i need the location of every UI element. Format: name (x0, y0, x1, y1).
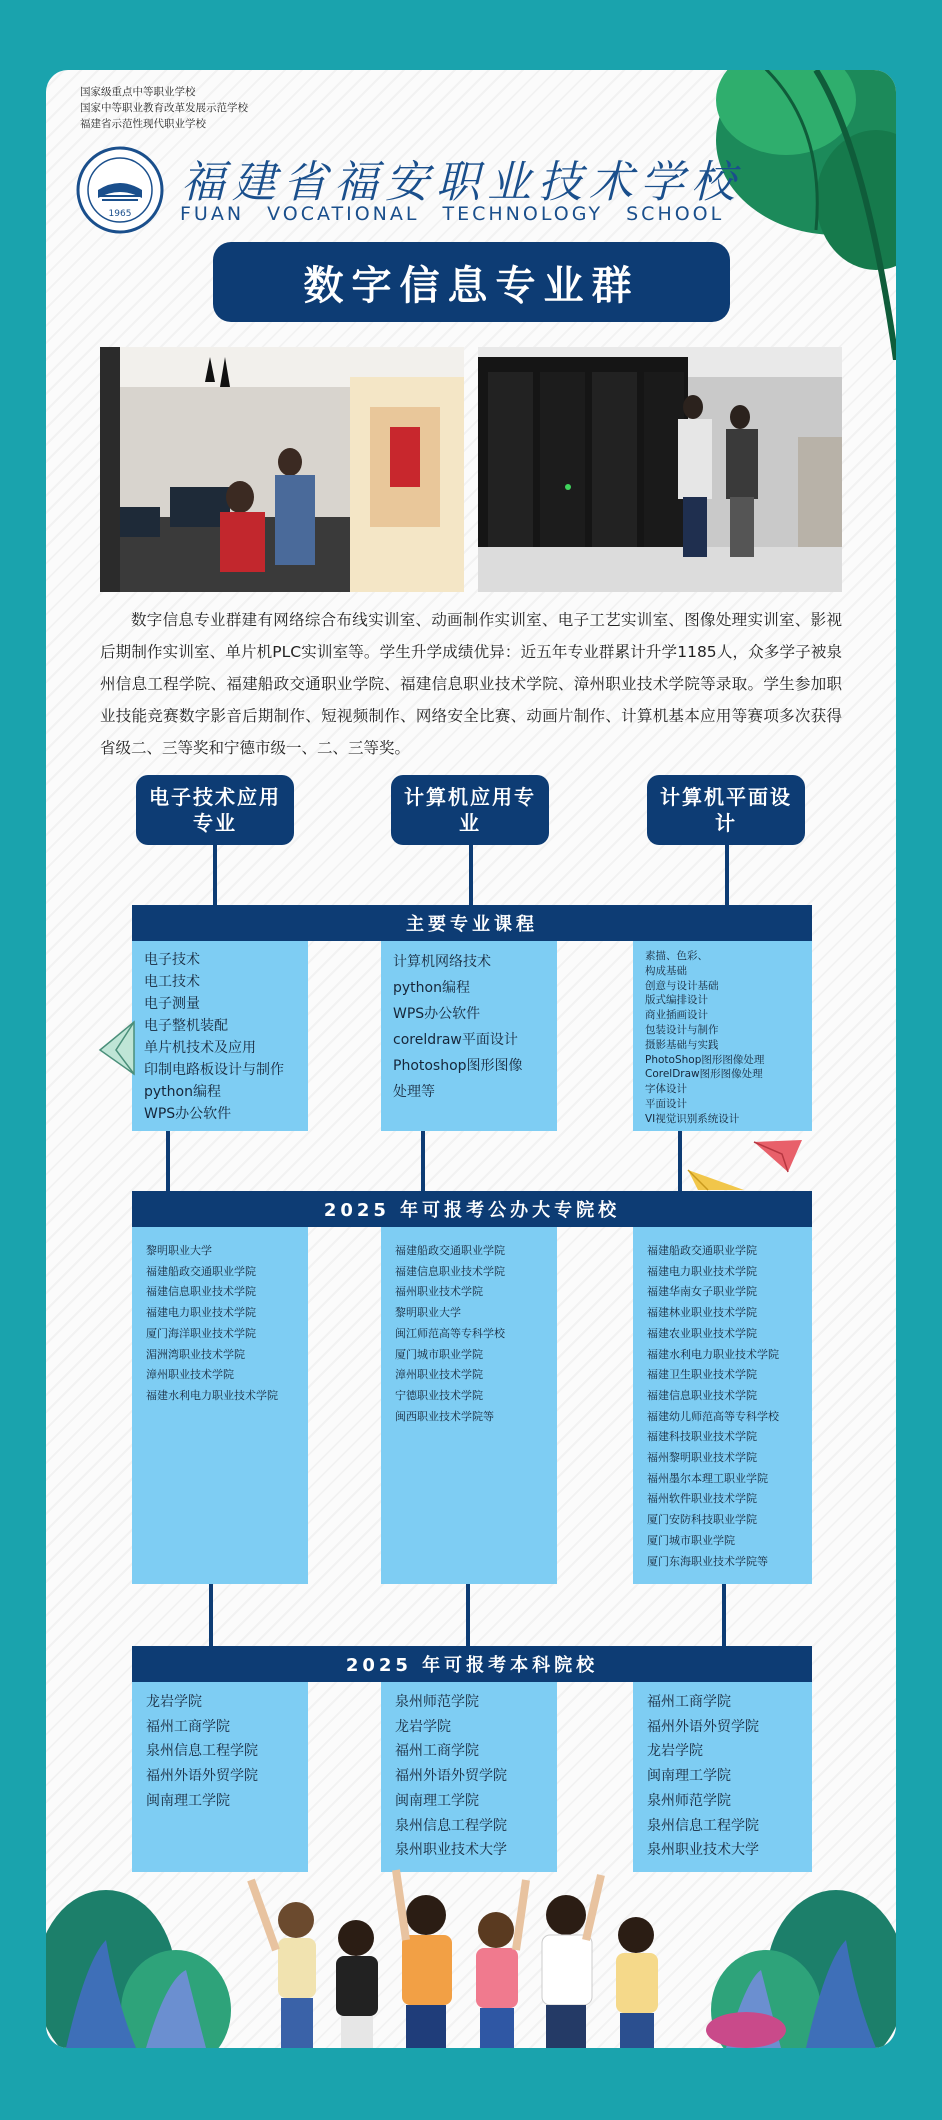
paper-plane-icon (98, 1020, 138, 1076)
college-item: 福建信息职业技术学院 (647, 1388, 757, 1402)
connector-line (209, 1584, 213, 1646)
connector-line (678, 1131, 682, 1191)
university-item: 泉州职业技术大学 (647, 1842, 759, 1859)
connector-line (166, 1131, 170, 1191)
school-honors (80, 84, 248, 132)
server-room-photo (478, 347, 842, 592)
course-item: 印制电路板设计与制作 (144, 1062, 284, 1078)
course-item: VI视觉识别系统设计 (645, 1112, 740, 1125)
course-item: 计算机网络技术 (393, 954, 491, 970)
college-item: 厦门东海职业技术学院等 (647, 1554, 768, 1568)
university-item: 龙岩学院 (395, 1718, 451, 1735)
course-item: python编程 (144, 1084, 221, 1100)
college-item: 福建船政交通职业学院 (395, 1244, 505, 1257)
college-item: 福建林业职业技术学院 (647, 1306, 757, 1320)
university-item: 福州工商学院 (146, 1718, 230, 1735)
university-item: 福州外语外贸学院 (146, 1768, 258, 1785)
college-item: 福建农业职业技术学院 (647, 1326, 757, 1340)
school-logo-icon (76, 146, 164, 234)
training-room-photo (100, 347, 464, 592)
college-item: 厦门安防科技职业学院 (647, 1513, 757, 1527)
college-item: 漳州职业技术学院 (146, 1368, 234, 1382)
college-item: 福建船政交通职业学院 (647, 1244, 757, 1257)
major-computer: 计算机应用专业 (391, 775, 549, 845)
college-item: 闽江师范高等专科学校 (395, 1326, 505, 1340)
college-item: 福建电力职业技术学院 (146, 1306, 256, 1320)
courses-design (633, 941, 812, 1131)
college-item: 福建信息职业技术学院 (395, 1264, 505, 1278)
university-item: 闽南理工学院 (146, 1792, 230, 1809)
college-item: 黎明职业大学 (146, 1244, 212, 1257)
course-item: 平面设计 (645, 1097, 687, 1110)
college-item: 湄洲湾职业技术学院 (146, 1347, 245, 1361)
college-item: 福建电力职业技术学院 (647, 1264, 757, 1278)
course-item: WPS办公软件 (144, 1106, 232, 1122)
courses-computer (381, 941, 557, 1131)
course-item: 商业插画设计 (645, 1009, 708, 1022)
courses-title: 主要专业课程 (132, 905, 812, 941)
college-item: 福州黎明职业技术学院 (647, 1451, 757, 1465)
courses-electronics (132, 941, 308, 1131)
college-item: 福建华南女子职业学院 (647, 1285, 757, 1299)
bachelor-design (633, 1682, 812, 1872)
bachelor-computer (381, 1682, 557, 1872)
college-item: 黎明职业大学 (395, 1306, 461, 1320)
course-item: 包装设计与制作 (645, 1023, 719, 1036)
course-item: 电子测量 (144, 996, 200, 1012)
college-item: 厦门城市职业学院 (647, 1533, 735, 1547)
college-item: 福建水利电力职业技术学院 (647, 1347, 779, 1361)
college-item: 福建信息职业技术学院 (146, 1285, 256, 1299)
course-item: 字体设计 (645, 1083, 687, 1096)
page-title: 数字信息专业群 (213, 242, 730, 322)
vocational-computer (381, 1227, 557, 1584)
connector-line (466, 1584, 470, 1646)
college-item: 福建船政交通职业学院 (146, 1264, 256, 1278)
university-item: 福州工商学院 (395, 1743, 479, 1760)
honor-line: 国家中等职业教育改革发展示范学校 (80, 102, 248, 114)
university-item: 福州工商学院 (647, 1694, 731, 1710)
university-item: 闽南理工学院 (395, 1792, 479, 1809)
university-item: 泉州师范学院 (647, 1792, 731, 1809)
students-illustration (46, 1860, 896, 2048)
course-item: coreldraw平面设计 (393, 1032, 518, 1048)
honor-line: 国家级重点中等职业学校 (80, 86, 196, 98)
college-item: 宁德职业技术学院 (395, 1388, 483, 1402)
paper-plane-icon (686, 1166, 746, 1192)
college-item: 福州职业技术学院 (395, 1285, 483, 1299)
college-item: 厦门城市职业学院 (395, 1347, 483, 1361)
university-item: 福州外语外贸学院 (395, 1768, 507, 1785)
college-item: 福建水利电力职业技术学院 (146, 1388, 278, 1402)
connector-line (722, 1584, 726, 1646)
logo-year: 1965 (108, 209, 132, 219)
bachelor-title: 2025 年可报考本科院校 (132, 1646, 812, 1682)
connector-line (421, 1131, 425, 1191)
college-item: 厦门海洋职业技术学院 (146, 1326, 256, 1340)
college-item: 闽西职业技术学院等 (395, 1409, 494, 1423)
course-item: CorelDraw图形图像处理 (645, 1068, 763, 1081)
bachelor-electronics (132, 1682, 308, 1872)
course-item: 电子整机装配 (144, 1018, 228, 1034)
connector-line (725, 845, 729, 905)
course-item: WPS办公软件 (393, 1006, 481, 1022)
course-item: PhotoShop图形图像处理 (645, 1053, 765, 1066)
poster-card (46, 70, 896, 2048)
university-item: 龙岩学院 (647, 1743, 703, 1760)
university-item: 泉州信息工程学院 (146, 1743, 258, 1760)
vocational-design (633, 1227, 812, 1584)
college-item: 福建科技职业技术学院 (647, 1430, 757, 1444)
college-item: 漳州职业技术学院 (395, 1368, 483, 1382)
vocational-electronics (132, 1227, 308, 1584)
course-item: 版式编排设计 (645, 994, 708, 1007)
vocational-title: 2025 年可报考公办大专院校 (132, 1191, 812, 1227)
university-item: 泉州信息工程学院 (395, 1817, 507, 1834)
university-item: 泉州师范学院 (395, 1694, 479, 1710)
course-item: 素描、色彩、 (645, 950, 708, 962)
university-item: 福州外语外贸学院 (647, 1718, 759, 1735)
intro-paragraph: 数字信息专业群建有网络综合布线实训室、动画制作实训室、电子工艺实训室、图像处理实训室、影视后期制作实训室、单片机PLC实训室等。学生升学成绩优异：近五年专业群累计升学1185人，众多学子被泉州信息工程学院、福建船政交通职业学院、福建信息职业技术学院、漳州职业技术学院等录取。学生参加职业技能竞赛数字影音后期制作、短视频制作、网络安全比赛、动画片制作、计算机基本应用等赛项多次获得省级二、三等奖和宁德市级一、二、三等奖。 (100, 611, 842, 757)
course-item: 构成基础 (645, 964, 687, 977)
major-graphic-design: 计算机平面设计 (647, 775, 805, 845)
university-item: 泉州信息工程学院 (647, 1817, 759, 1834)
course-item: 单片机技术及应用 (144, 1040, 256, 1056)
course-item: Photoshop图形图像 (393, 1058, 523, 1074)
university-item: 泉州职业技术大学 (395, 1842, 507, 1859)
course-item: 创意与设计基础 (645, 979, 719, 992)
college-item: 福州软件职业技术学院 (647, 1492, 757, 1506)
connector-line (213, 845, 217, 905)
college-item: 福建幼儿师范高等专科学校 (647, 1409, 779, 1423)
course-item: 处理等 (393, 1084, 435, 1100)
school-name-en: FUAN VOCATIONAL TECHNOLOGY SCHOOL (180, 203, 725, 225)
course-item: python编程 (393, 980, 470, 996)
university-item: 闽南理工学院 (647, 1768, 731, 1785)
major-electronics: 电子技术应用专业 (136, 775, 294, 845)
honor-line: 福建省示范性现代职业学校 (80, 118, 206, 130)
course-item: 电工技术 (144, 974, 200, 990)
paper-plane-icon (752, 1138, 804, 1174)
college-item: 福州墨尔本理工职业学院 (647, 1471, 768, 1485)
connector-line (469, 845, 473, 905)
course-item: 摄影基础与实践 (645, 1038, 719, 1051)
course-item: 电子技术 (144, 952, 200, 968)
university-item: 龙岩学院 (146, 1694, 202, 1710)
school-name-cn: 福建省福安职业技术学校 (181, 157, 742, 208)
college-item: 福建卫生职业技术学院 (647, 1368, 757, 1382)
